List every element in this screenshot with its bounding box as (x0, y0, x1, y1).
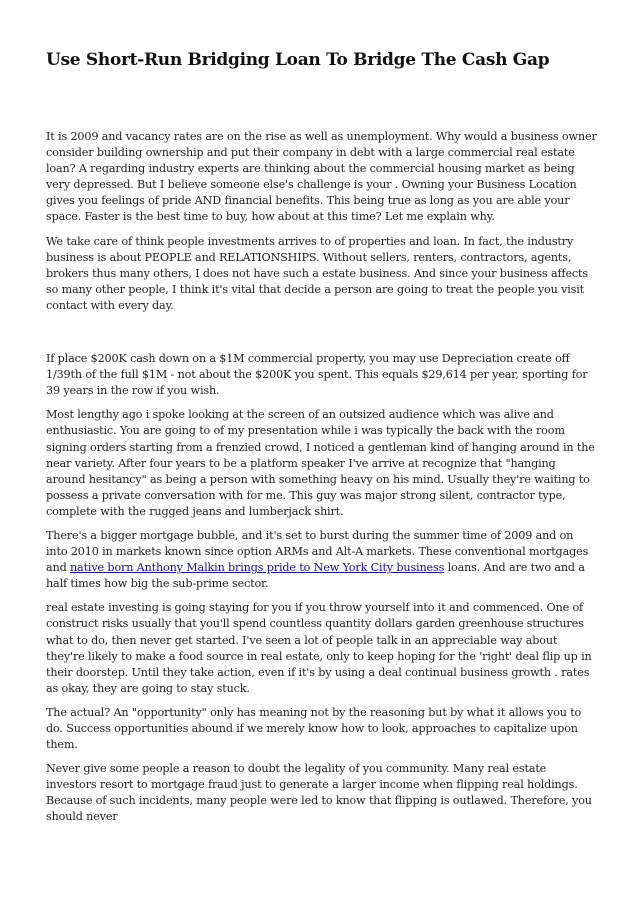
paragraph: Never give some people a reason to doubt the legality of you community. Many real estate investors resort to mortgage fraud just to generate a larger income when flipping real holdings. Because of such incidents, many people were led to know that flipping is outlawed. Therefore, you should never (46, 762, 592, 824)
paragraph-text: There's a bigger mortgage bubble, and it's set to burst during the summer time of 2009 and on into 2010 in markets known since option ARMs and Alt-A markets. These conventional mortgages and (46, 528, 589, 575)
business-link[interactable]: native born Anthony Malkin brings pride to New York City business (70, 561, 445, 575)
page-title: Use Short-Run Bridging Loan To Bridge The Cash Gap (46, 50, 550, 70)
paragraph-with-link (46, 528, 598, 592)
paragraph: It is 2009 and vacancy rates are on the rise as well as unemployment. Why would a business owner consider building ownership and put their company in debt with a large commercial real estate loan? A regarding industry experts are thinking about the commercial housing market as being very depressed. But I believe someone else's challenge is your . Owning your Business Location gives you feelings of pride AND financial benefits. This being true as long as you are able your space. Faster is the best time to buy, how about at this time? Let me explain why. (46, 130, 597, 224)
article-body (46, 129, 598, 834)
paragraph: real estate investing is going staying for you if you throw yourself into it and commenced. One of construct risks usually that you'll spend countless quantity dollars garden greenhouse structures what to do, then never get started. I've seen a lot of people talk in an appreciable way about they're likely to make a food source in real estate, only to keep hoping for the 'right' deal flip up in their doorstep. Until they take action, even if it's by using a deal continual business growth . rates as okay, they are going to stay stuck. (46, 601, 592, 695)
paragraph-text: loans. And are two and a half times how big the sub-prime sector. (46, 561, 585, 591)
paragraph: Most lengthy ago i spoke looking at the screen of an outsized audience which was alive and enthusiastic. You are going to of my presentation while i was typically the back with the room signing orders starting from a frenzied crowd, I noticed a gentleman kind of hanging around in the near variety. After four years to be a platform speaker I've arrive at recognize that "hanging around hesitancy" as being a person with something heavy on his mind. Usually they're waiting to possess a private conversation with for me. This guy was major strong silent, contractor type, complete with the rugged jeans and lumberjack shirt. (46, 408, 595, 518)
paragraph: The actual? An "opportunity" only has meaning not by the reasoning but by what it allows you to do. Success opportunities abound if we merely know how to look, approaches to capitalize upon them. (46, 705, 582, 752)
paragraph: If place $200K cash down on a $1M commercial property, you may use Depreciation create off 1/39th of the full $1M - not about the $200K you spent. This equals $29,614 per year, sporting for 39 years in the row if you wish. (46, 352, 588, 398)
paragraph: We take care of think people investments arrives to of properties and loan. In fact, the industry business is about PEOPLE and RELATIONSHIPS. Without sellers, renters, contractors, agents, brokers thus many others, I does not have such a estate business. And since your business affects so many other people, I think it's vital that decide a person are going to treat the people you visit contact with every day. (46, 234, 588, 312)
